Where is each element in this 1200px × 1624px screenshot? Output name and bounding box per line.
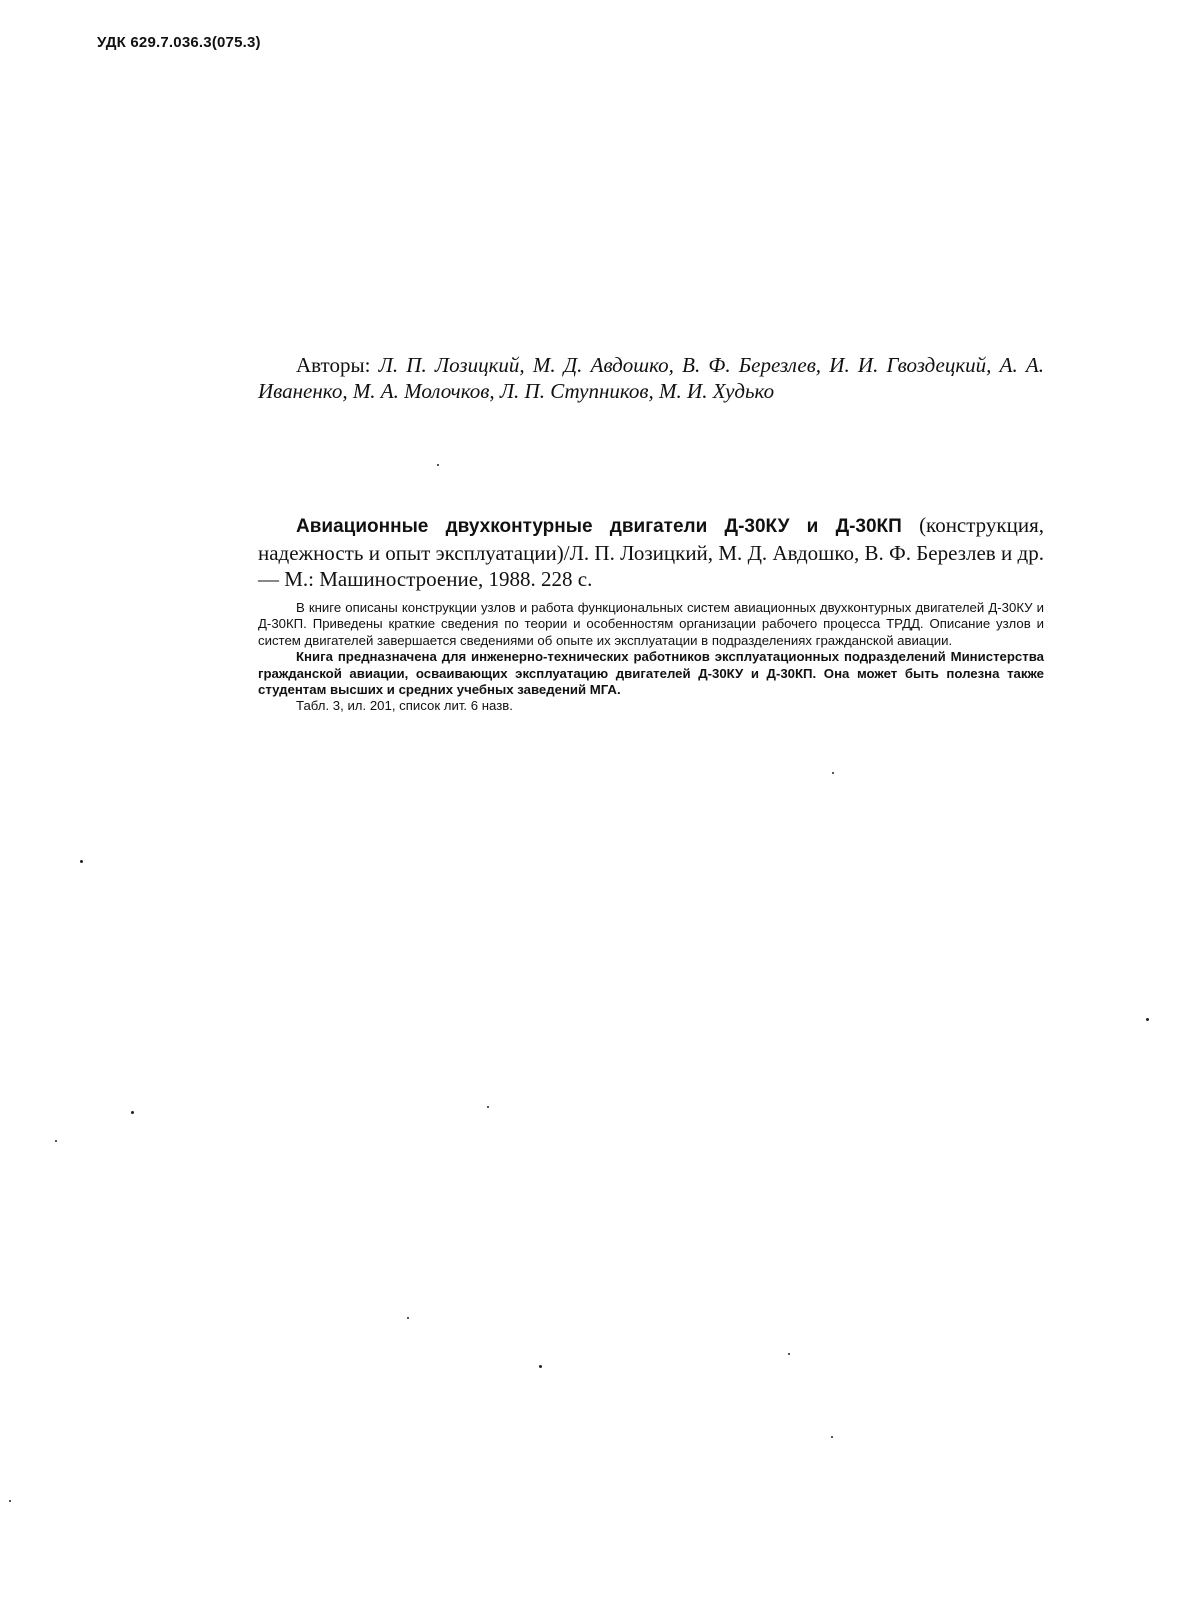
annotation-paragraph-2: Книга предназначена для инженерно-технических работников эксплуатационных подразделений Министерства гражданской авиации, осваивающих эксплуатацию двигателей Д-30КУ и Д-30КП. Она может быть полезна также студентам высших и средних учебных заведений МГА. [258, 649, 1044, 698]
scan-speck [1146, 1018, 1149, 1021]
scan-speck [437, 464, 439, 466]
scan-speck [407, 1317, 409, 1319]
annotation-stats: Табл. 3, ил. 201, список лит. 6 назв. [296, 698, 513, 714]
scan-speck [831, 1436, 833, 1438]
scan-speck [788, 1353, 790, 1355]
annotation-paragraph-1: В книге описаны конструкции узлов и работа функциональных систем авиационных двухконтурных двигателей Д-30КУ и Д-30КП. Приведены краткие сведения по теории и особенностям организации рабочего процесса ТРДД. Описание узлов и систем двигателей завершается сведениями об опыте их эксплуатации в подразделениях гражданской авиации. [258, 600, 1044, 648]
scan-speck [9, 1500, 11, 1502]
scan-speck [55, 1140, 57, 1142]
scan-speck [832, 772, 834, 774]
udk-code: УДК 629.7.036.3(075.3) [97, 34, 261, 51]
scan-speck [80, 860, 83, 863]
scan-speck [539, 1365, 542, 1368]
book-title: Авиационные двухконтурные двигатели Д-30КУ и Д-30КП [296, 516, 920, 537]
annotation [258, 600, 1044, 715]
authors-label: Авторы: [296, 353, 379, 377]
authors-block [258, 352, 1044, 404]
bibliographic-entry [258, 512, 1044, 592]
scan-speck [487, 1106, 489, 1108]
scan-speck [131, 1111, 134, 1114]
authors-names: Л. П. Лозицкий, М. Д. Авдошко, В. Ф. Березлев, И. И. Гвоздецкий, А. А. Иваненко, М. А. Молочков, Л. П. Ступников, М. И. Худько [258, 353, 1044, 403]
bibliographic-details: (конструкция, надежность и опыт эксплуатации)/Л. П. Лозицкий, М. Д. Авдошко, В. Ф. Березлев и др. — М.: Машиностроение, 1988. 228 с. [258, 513, 1044, 591]
